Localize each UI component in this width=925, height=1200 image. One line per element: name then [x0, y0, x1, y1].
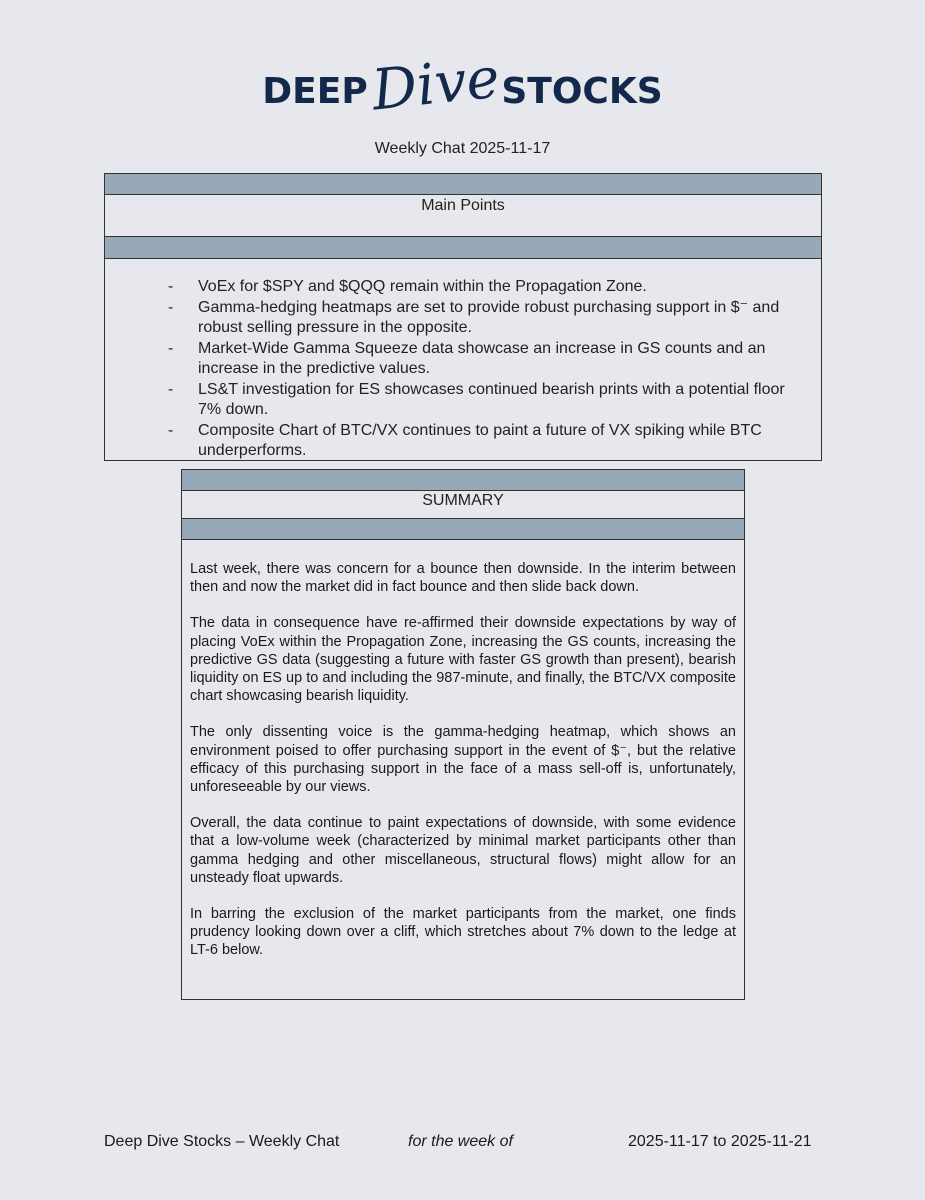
list-item: - Market-Wide Gamma Squeeze data showcase an increase in GS counts and an increase in the predictive values.	[168, 340, 766, 377]
list-item: - VoEx for $SPY and $QQQ remain within the Propagation Zone.	[168, 278, 647, 295]
summary-title: SUMMARY	[182, 491, 744, 519]
list-item: - LS&T investigation for ES showcases continued bearish prints with a potential floor 7% down.	[168, 381, 785, 418]
main-point-text: Gamma-hedging heatmaps are set to provide robust purchasing support in $⁻ and robust selling pressure in the opposite.	[198, 299, 780, 336]
summary-box	[181, 469, 745, 1000]
main-points-box	[104, 173, 822, 461]
main-point-text: LS&T investigation for ES showcases continued bearish prints with a potential floor 7% down.	[198, 381, 785, 418]
main-points-title: Main Points	[105, 195, 821, 237]
logo-word-stocks: STOCKS	[501, 71, 663, 112]
main-points-bottom-band	[105, 237, 821, 259]
document-subtitle: Weekly Chat 2025-11-17	[374, 140, 551, 157]
summary-paragraph: Last week, there was concern for a bounce then downside. In the interim between then and now the market did in fact bounce and then slide back down.	[190, 561, 736, 596]
brand-logo	[0, 45, 925, 132]
list-item: - Gamma-hedging heatmaps are set to provide robust purchasing support in $⁻ and robust selling pressure in the opposite.	[168, 299, 780, 336]
summary-content	[182, 540, 744, 960]
list-item: - Composite Chart of BTC/VX continues to paint a future of VX spiking while BTC underperforms.	[168, 422, 762, 459]
summary-paragraph: The data in consequence have re-affirmed their downside expectations by way of placing VoEx within the Propagation Zone, increasing the GS counts, increasing the predictive GS data (suggesting a future with faster GS growth than present), bearish liquidity on ES up to and including the 987-minute, and finally, the BTC/VX composite chart showcasing bearish liquidity.	[190, 615, 736, 705]
summary-paragraph: The only dissenting voice is the gamma-hedging heatmap, which shows an environment poised to offer purchasing support in the event of $⁻, but the relative efficacy of this purchasing support in the face of a mass sell-off is, unfortunately, unforeseeable by our views.	[190, 724, 736, 796]
summary-paragraph: In barring the exclusion of the market participants from the market, one finds prudency looking down over a cliff, which stretches about 7% down to the ledge at LT-6 below.	[190, 906, 736, 959]
main-points-content	[105, 259, 821, 461]
main-points-list	[168, 277, 809, 461]
summary-top-band	[182, 470, 744, 491]
main-points-top-band	[105, 174, 821, 195]
logo-word-dive: Dive	[368, 45, 503, 124]
footer-middle: for the week of	[408, 1133, 513, 1150]
main-point-text: VoEx for $SPY and $QQQ remain within the Propagation Zone.	[198, 278, 647, 295]
logo-word-deep: DEEP	[262, 71, 368, 112]
summary-paragraph: Overall, the data continue to paint expectations of downside, with some evidence that a low-volume week (characterized by minimal market participants other than gamma hedging and other miscellaneous, structural flows) might allow for an unsteady float upwards.	[190, 815, 736, 886]
main-point-text: Composite Chart of BTC/VX continues to paint a future of VX spiking while BTC underperforms.	[198, 422, 762, 459]
footer-right: 2025-11-17 to 2025-11-21	[628, 1133, 812, 1150]
summary-bottom-band	[182, 519, 744, 540]
main-point-text: Market-Wide Gamma Squeeze data showcase an increase in GS counts and an increase in the predictive values.	[198, 340, 766, 377]
footer-left: Deep Dive Stocks – Weekly Chat	[104, 1133, 340, 1150]
